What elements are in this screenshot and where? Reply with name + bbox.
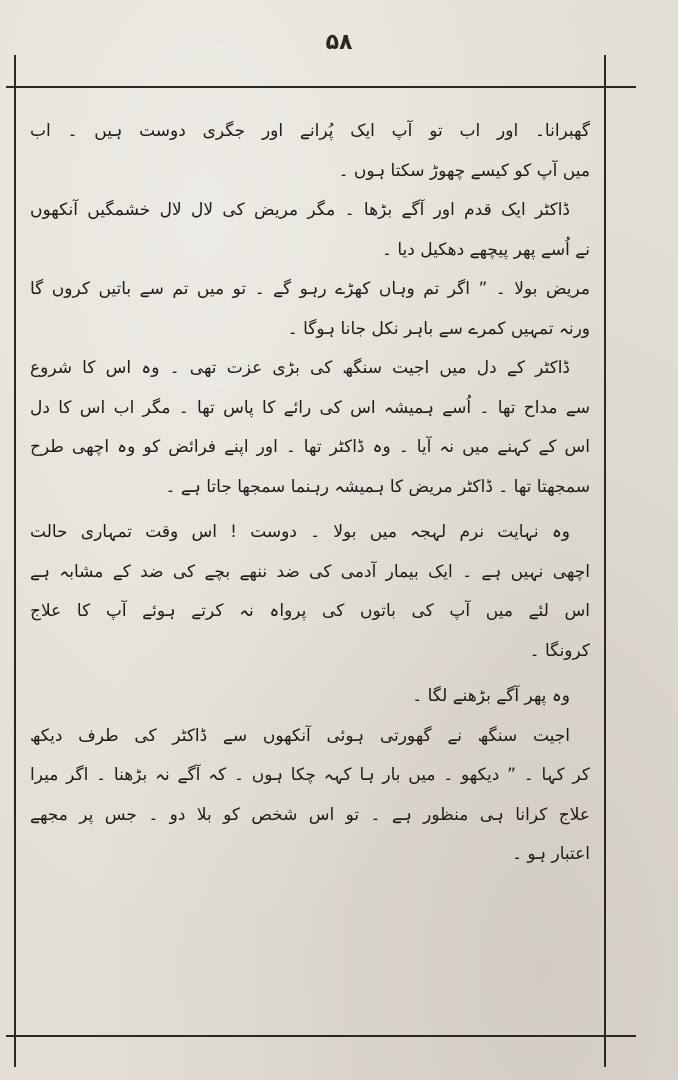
text-line: علاج کرانا ہی منظور ہے ۔ تو اس شخص کو بلا دو ۔ جس پر مجھے bbox=[30, 804, 590, 825]
text-line: اعتبار ہو ۔ bbox=[511, 844, 590, 864]
body-text bbox=[30, 112, 590, 875]
right-border-line bbox=[604, 55, 606, 1067]
text-line: نے اُسے پھر پیچھے دھکیل دیا ۔ bbox=[382, 239, 590, 260]
text-line: اچھی نہیں ہے ۔ ایک بیمار آدمی کی ضد ننھے بچے کی ضد کے مشابہ ہے bbox=[30, 561, 590, 582]
text-line: کرونگا ۔ bbox=[529, 640, 590, 661]
text-line: ورنہ تمہیں کمرے سے باہر نکل جانا ہوگا ۔ bbox=[287, 318, 590, 339]
text-line: اس لئے میں آپ کی باتوں کی پرواہ نہ کرتے ہوئے آپ کا علاج bbox=[30, 601, 590, 621]
text-line: اس کے کہنے میں نہ آیا ۔ وہ ڈاکٹر تھا ۔ اور اپنے فرائض کو وہ اچھی طرح bbox=[30, 437, 590, 457]
text-line: وہ نہایت نرم لہجہ میں بولا ۔ دوست ! اس وقت تمہاری حالت bbox=[30, 522, 570, 542]
text-line: سمجھتا تھا ۔ ڈاکٹر مریض کا ہمیشہ رہنما سمجھا جاتا ہے ۔ bbox=[165, 476, 590, 497]
left-border-line bbox=[14, 55, 16, 1067]
text-line: کر کہا ۔ ” دیکھو ۔ میں بار ہا کہہ چکا ہوں ۔ کہ آگے نہ بڑھنا ۔ اگر میرا bbox=[30, 765, 590, 785]
text-line: ڈاکٹر ایک قدم اور آگے بڑھا ۔ مگر مریض کی لال لال خشمگیں آنکھوں bbox=[30, 200, 570, 220]
text-line: مریض بولا ۔ ” اگر تم وہاں کھڑے رہو گے ۔ تو میں تم سے باتیں کروں گا bbox=[30, 279, 590, 299]
text-line: ڈاکٹر کے دل میں اجیت سنگھ کی بڑی عزت تھی ۔ وہ اس کا شروع bbox=[30, 358, 570, 378]
top-border-line bbox=[6, 86, 636, 88]
text-line: سے مداح تھا ۔ اُسے ہمیشہ اس کی رائے کا پاس تھا ۔ مگر اب اس کا دل bbox=[30, 397, 590, 418]
bottom-border-line bbox=[6, 1035, 636, 1037]
text-line: میں آپ کو کیسے چھوڑ سکتا ہوں ۔ bbox=[338, 160, 590, 181]
text-line: گھبرانا۔ اور اب تو آپ ایک پُرانے اور جگری دوست ہیں ۔ اب bbox=[30, 121, 590, 141]
text-line: وہ پھر آگے بڑھنے لگا ۔ bbox=[412, 686, 570, 706]
text-line: اجیت سنگھ نے گھورتی ہوئی آنکھوں سے ڈاکٹر کی طرف دیکھ bbox=[30, 725, 570, 746]
page-number: ۵۸ bbox=[325, 30, 353, 55]
